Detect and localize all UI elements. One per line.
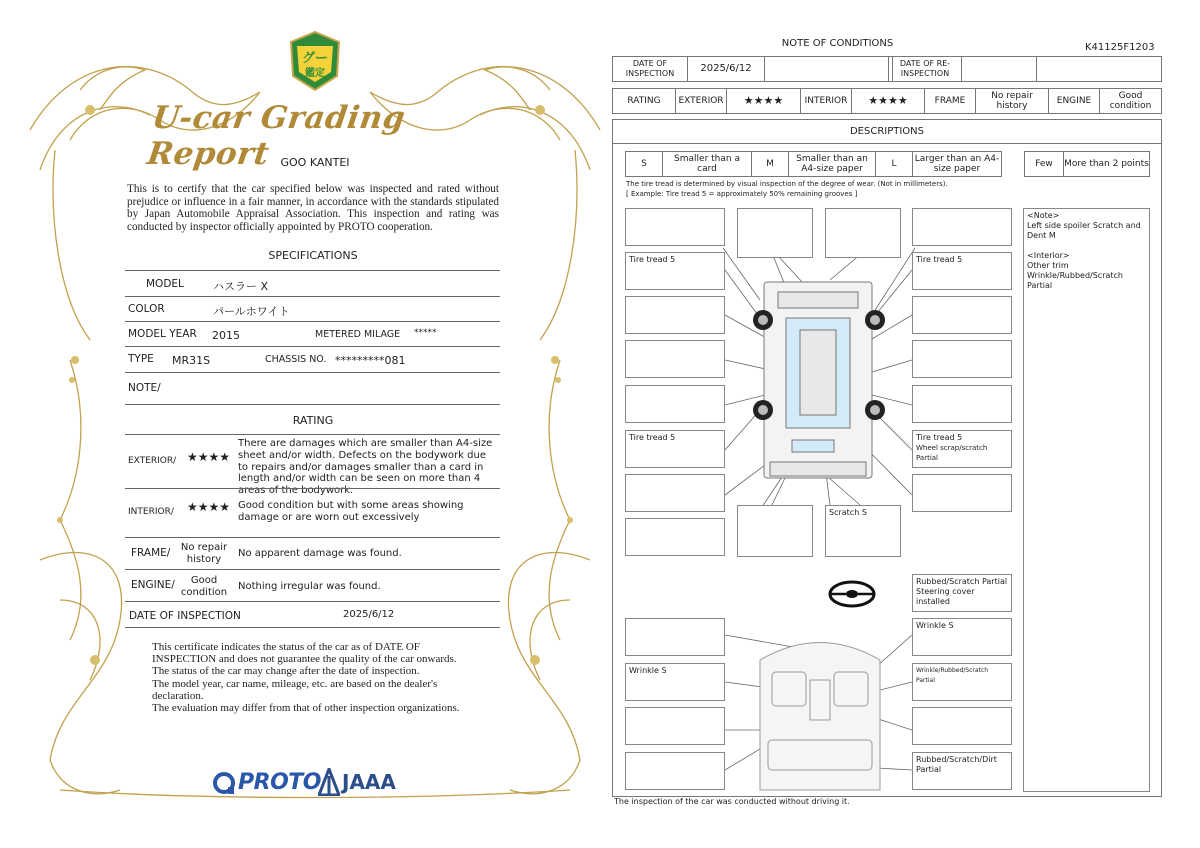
legend-key-few: Few (1024, 151, 1064, 177)
legend-key-m: M (751, 151, 789, 177)
note-footer: The inspection of the car was conducted without driving it. (614, 797, 850, 806)
diagram-box-tire-fl: Tire tread 5 (625, 252, 725, 290)
exterior-label: EXTERIOR/ (128, 456, 177, 466)
diagram-box-int-wrinkle-r: Wrinkle S (912, 618, 1012, 656)
diagram-box (625, 518, 725, 556)
diagram-box (912, 707, 1012, 745)
legend-desc-l: Larger than an A4-size paper (912, 151, 1002, 177)
diagram-box (912, 385, 1012, 423)
note-label: NOTE/ (128, 382, 161, 394)
frame-value: No repair history (180, 542, 228, 565)
goo-kantei-badge-icon (287, 30, 343, 92)
tire-note-1: The tire tread is determined by visual inspection of the degree of wear. (Not in millimeters). (626, 180, 948, 188)
frame-label: FRAME/ (131, 547, 171, 559)
diagram-box-steering: Rubbed/Scratch Partial Steering cover installed (912, 574, 1012, 612)
frame-description: No apparent damage was found. (238, 548, 402, 559)
color-label: COLOR (128, 303, 165, 315)
model-year-label: MODEL YEAR (128, 328, 197, 340)
date-of-reinspection-label: DATE OF RE-INSPECTION (888, 56, 962, 82)
engine-description: Nothing irregular was found. (238, 581, 381, 592)
rating-label: RATING (612, 88, 676, 114)
note-title: NOTE OF CONDITIONS (781, 38, 894, 49)
certificate-footer: This certificate indicates the status of the car as of DATE OF INSPECTION and does not guarantee the quality of the car onwards. The status of the car may change after the date of inspection. The model year, car name, mileage, etc. are based on the dealer's declaration. The evaluation may differ from that of other inspection organizations. (152, 641, 460, 715)
model-label: MODEL (146, 278, 184, 290)
date-of-inspection-value: 2025/6/12 (343, 609, 395, 620)
type-label: TYPE (128, 353, 154, 365)
exterior-stars: ★★★★ (726, 88, 801, 114)
interior-stars: ★★★★ (187, 500, 231, 514)
interior-description: Good condition but with some areas showing damage or are worn out excessively (238, 500, 464, 523)
diagram-box (912, 296, 1012, 334)
svg-text:グー: グー (301, 51, 329, 66)
interior-label: INTERIOR (800, 88, 852, 114)
diagram-box (625, 618, 725, 656)
diagram-box (912, 474, 1012, 512)
svg-text:鑑定: 鑑定 (305, 68, 325, 79)
chassis-label: CHASSIS NO. (265, 354, 327, 365)
interior-stars: ★★★★ (851, 88, 925, 114)
report-title: U-car Grading Report (144, 100, 408, 172)
diagram-box (625, 208, 725, 246)
engine-label: ENGINE (1048, 88, 1100, 114)
frame-value: No repair history (975, 88, 1049, 114)
intro-paragraph: This is to certify that the car specified below was inspected and rated without prejudice or influence in a fair manner, in accordance with the standards stipulated by Japan Automobile Appraisal Association. This inspection and rating was conducted by inspector officially appointed by PROTO cooperation. (127, 183, 499, 233)
exterior-description: There are damages which are smaller than A4-size sheet and/or width. Defects on the bodywork due to repairs and/or damages smaller than a card in length and/or width can be seen on more than 4 areas of the bodywork. (238, 438, 493, 497)
note-of-conditions (610, 0, 1200, 848)
diagram-box (625, 474, 725, 512)
specifications-heading: SPECIFICATIONS (268, 249, 358, 262)
note-code: K41125F1203 (1085, 42, 1155, 53)
frame-label: FRAME (924, 88, 976, 114)
diagram-box (912, 340, 1012, 378)
diagram-box (737, 505, 813, 557)
interior-label: INTERIOR/ (128, 507, 174, 517)
diagram-box-tire-rr: Tire tread 5 Wheel scrap/scratch Partial (912, 430, 1012, 468)
diagram-box-tire-rl: Tire tread 5 (625, 430, 725, 468)
diagram-box (737, 208, 813, 258)
diagram-box (825, 208, 901, 258)
exterior-label: EXTERIOR (675, 88, 727, 114)
metered-mileage-value: ***** (414, 328, 437, 338)
diagram-box-rear-scratch: Scratch S (825, 505, 901, 557)
legend-desc-s: Smaller than a card (662, 151, 752, 177)
diagram-box (625, 707, 725, 745)
diagram-box-int-seat-r: Wrinkle/Rubbed/Scratch Partial (912, 663, 1012, 701)
exterior-stars: ★★★★ (187, 450, 231, 464)
date-of-inspection-value: 2025/6/12 (687, 56, 765, 82)
engine-value: Good condition (1099, 88, 1162, 114)
descriptions-heading: DESCRIPTIONS (612, 119, 1162, 144)
diagram-box-int-rear: Rubbed/Scratch/Dirt Partial (912, 752, 1012, 790)
jaaa-logo-icon (318, 768, 340, 796)
rating-heading: RATING (292, 414, 334, 427)
diagram-box-tire-fr: Tire tread 5 (912, 252, 1012, 290)
model-value: ハスラー X (213, 280, 269, 293)
diagram-box (625, 296, 725, 334)
model-year-value: 2015 (212, 329, 240, 342)
side-notes-panel: <Note> Left side spoiler Scratch and Dent M <Interior> Other trim Wrinkle/Rubbed/Scratch Partial (1023, 208, 1150, 792)
legend-desc-few: More than 2 points (1063, 151, 1150, 177)
report-subtitle: GOO KANTEI (280, 156, 350, 169)
jaaa-logo-text: JAAA (342, 770, 396, 794)
date-of-inspection-label: DATE OF INSPECTION (129, 610, 241, 622)
diagram-box (625, 385, 725, 423)
diagram-box (625, 752, 725, 790)
legend-key-s: S (625, 151, 663, 177)
chassis-value: *********081 (335, 354, 406, 367)
diagram-box-int-wrinkle-l: Wrinkle S (625, 663, 725, 701)
legend-key-l: L (875, 151, 913, 177)
diagram-box (912, 208, 1012, 246)
proto-logo-text: PROTO (238, 770, 321, 795)
tire-note-2: [ Example: Tire tread 5 = approximately 50% remaining grooves ] (626, 190, 858, 198)
steering-wheel-icon (830, 582, 874, 606)
color-value: パールホワイト (213, 305, 290, 318)
engine-label: ENGINE/ (131, 579, 175, 591)
metered-mileage-label: METERED MILAGE (315, 329, 401, 340)
engine-value: Good condition (180, 575, 228, 598)
date-of-inspection-label: DATE OF INSPECTION (612, 56, 688, 82)
diagram-box (625, 340, 725, 378)
type-value: MR31S (172, 354, 211, 367)
legend-desc-m: Smaller than an A4-size paper (788, 151, 876, 177)
proto-logo-icon (213, 772, 237, 796)
